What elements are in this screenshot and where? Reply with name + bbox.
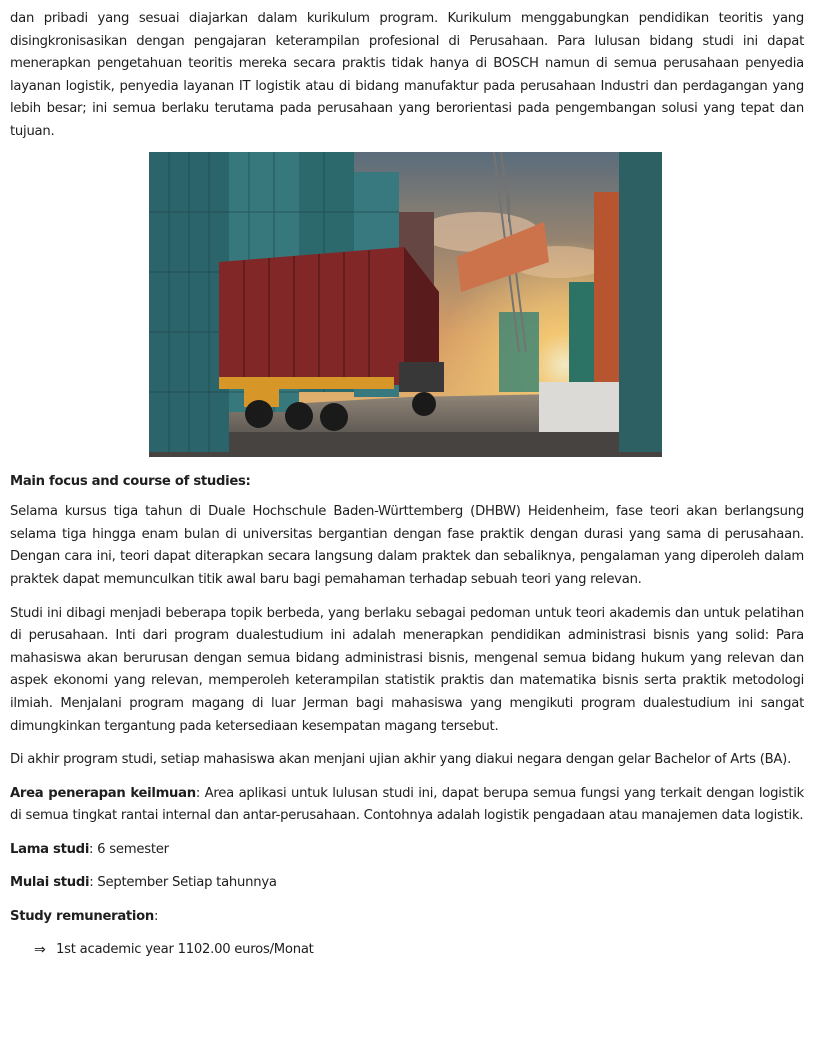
start-label: Mulai studi <box>10 875 90 891</box>
remuneration-item-text: 1st academic year 1102.00 euros/Monat <box>56 941 314 957</box>
duration-label: Lama studi <box>10 841 90 857</box>
logistics-container-photo <box>149 152 662 457</box>
duration-value: : 6 semester <box>89 841 169 857</box>
container-port-illustration <box>149 152 662 457</box>
remuneration-colon: : <box>154 909 159 925</box>
main-focus-paragraph-1: Selama kursus tiga tahun di Duale Hochschule Baden-Württemberg (DHBW) Heidenheim, fase teori akan berlangsung selama tiga hingga enam bulan di universitas bergantian dengan fase praktik dengan durasi yang sama di perusahaan. Dengan cara ini, teori dapat diterapkan secara langsung dalam praktek dan sebaliknya, pengalaman yang diperoleh dalam praktek dapat memunculkan titik awal baru bagi pemahaman terhadap sebuah teori yang relevan. <box>10 504 804 587</box>
start-field <box>10 872 804 895</box>
main-focus-paragraph-3: Di akhir program studi, setiap mahasiswa akan menjani ujian akhir yang diakui negara dengan gelar Bachelor of Arts (BA). <box>10 752 792 768</box>
remuneration-label: Study remuneration <box>10 909 155 925</box>
intro-paragraph: dan pribadi yang sesuai diajarkan dalam kurikulum program. Kurikulum menggabungkan pendidikan teoritis yang disingkronisasikan dengan pengajaran keterampilan profesional di Perusahaan. Para lulusan bidang studi ini dapat menerapkan pengetahuan teoritis mereka secara praktis tidak hanya di BOSCH namun di semua perusahaan penyedia layanan logistik, penyedia layanan IT logistik atau di bidang manufaktur pada perusahaan Industri dan perdagangan yang lebih besar; ini semua berlaku terutama pada perusahaan yang berorientasi pada pengembangan solusi yang tepat dan tujuan. <box>10 11 804 139</box>
start-value: : September Setiap tahunnya <box>89 875 277 891</box>
remuneration-item <box>34 939 804 962</box>
duration-field <box>10 839 804 862</box>
main-focus-heading: Main focus and course of studies: <box>10 473 251 489</box>
area-text: : Area aplikasi untuk lulusan studi ini, dapat berupa semua fungsi yang terkait dengan logistik di semua tingkat rantai internal dan antar-perusahaan. Contohnya adalah logistik pengadaan atau manajemen data logistik. <box>10 785 805 824</box>
main-focus-paragraph-2: Studi ini dibagi menjadi beberapa topik berbeda, yang berlaku sebagai pedoman untuk teori akademis dan untuk pelatihan di perusahaan. Inti dari program dualestudium ini adalah menerapkan pendidikan administrasi bisnis yang solid: Para mahasiswa akan berurusan dengan semua bidang administrasi bisnis, mengenal semua bidang hukum yang relevan dan aspek ekonomi yang relevan, memperoleh keterampilan statistik praktis dan matematika bisnis serta praktik metodologi ilmiah. Menjalani program magang di luar Jerman bagi mahasiswa yang mengikuti program dualestudium ini sangat dimungkinkan tergantung pada ketersediaan kesempatan magang tersebut. <box>10 605 804 734</box>
remuneration-field <box>10 906 804 929</box>
area-label: Area penerapan keilmuan <box>10 785 196 801</box>
document-page <box>10 8 804 961</box>
right-double-arrow-icon: ⇒ <box>34 941 46 958</box>
area-field <box>10 783 804 828</box>
